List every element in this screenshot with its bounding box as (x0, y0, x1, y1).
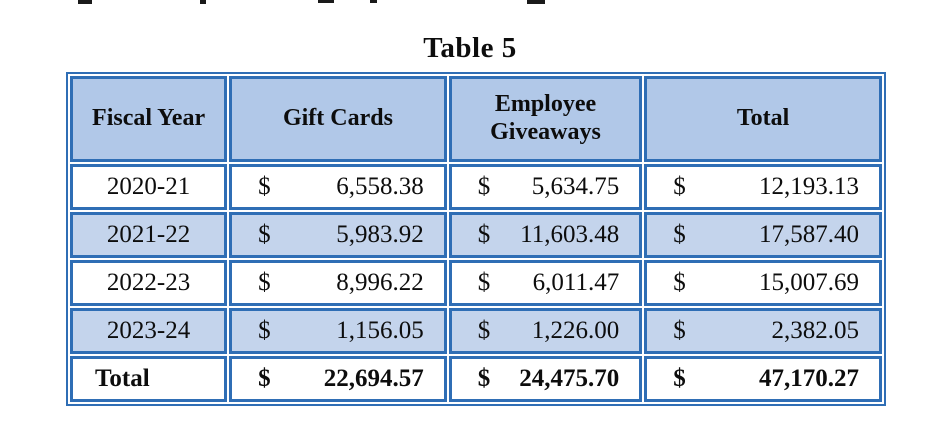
currency-symbol: $ (673, 269, 686, 296)
data-table (66, 72, 886, 406)
col-header-fiscal-year: Fiscal Year (70, 76, 227, 162)
cropped-text-artifact (318, 0, 334, 3)
amount: 24,475.70 (519, 365, 620, 392)
cropped-text-artifact (78, 0, 92, 4)
total-cell (644, 260, 882, 306)
amount: 1,226.00 (531, 317, 620, 344)
currency-symbol: $ (477, 173, 491, 200)
total-cell (644, 212, 882, 258)
table-row (70, 164, 882, 210)
employee-giveaways-cell (449, 308, 642, 354)
fiscal-year-cell: 2020-21 (70, 164, 227, 210)
amount: 2,382.05 (771, 317, 859, 344)
currency-symbol: $ (258, 173, 271, 200)
col-header-employee-giveaways: Employee Giveaways (449, 76, 642, 162)
grand-total-cell (644, 356, 882, 402)
gift-cards-total-cell (229, 356, 447, 402)
gift-cards-cell (229, 260, 447, 306)
header-row (70, 76, 882, 162)
gift-cards-cell (229, 212, 447, 258)
amount: 22,694.57 (323, 365, 424, 392)
employee-giveaways-cell (449, 212, 642, 258)
cropped-text-artifact (200, 0, 206, 4)
amount: 5,634.75 (531, 173, 620, 200)
totals-row-label: Total (70, 356, 227, 402)
totals-row (70, 356, 882, 402)
table-container (66, 72, 886, 406)
currency-symbol: $ (258, 221, 271, 248)
currency-symbol: $ (477, 269, 491, 296)
fiscal-year-cell: 2021-22 (70, 212, 227, 258)
currency-symbol: $ (258, 269, 271, 296)
cropped-text-artifact (527, 0, 545, 4)
amount: 11,603.48 (520, 221, 620, 248)
amount: 17,587.40 (759, 221, 859, 248)
employee-giveaways-cell (449, 260, 642, 306)
currency-symbol: $ (477, 365, 491, 392)
amount: 6,558.38 (336, 173, 424, 200)
currency-symbol: $ (673, 365, 686, 392)
amount: 15,007.69 (759, 269, 859, 296)
amount: 47,170.27 (759, 365, 859, 392)
currency-symbol: $ (258, 365, 271, 392)
total-cell (644, 164, 882, 210)
fiscal-year-cell: 2023-24 (70, 308, 227, 354)
table-title: Table 5 (423, 32, 517, 64)
currency-symbol: $ (673, 317, 686, 344)
col-header-gift-cards: Gift Cards (229, 76, 447, 162)
currency-symbol: $ (673, 221, 686, 248)
amount: 1,156.05 (336, 317, 424, 344)
fiscal-year-cell: 2022-23 (70, 260, 227, 306)
table-row (70, 260, 882, 306)
employee-giveaways-cell (449, 164, 642, 210)
employee-giveaways-total-cell (449, 356, 642, 402)
table-row (70, 212, 882, 258)
amount: 8,996.22 (336, 269, 424, 296)
table-row (70, 308, 882, 354)
total-cell (644, 308, 882, 354)
currency-symbol: $ (477, 221, 491, 248)
currency-symbol: $ (477, 317, 491, 344)
currency-symbol: $ (258, 317, 271, 344)
col-header-total: Total (644, 76, 882, 162)
gift-cards-cell (229, 308, 447, 354)
amount: 6,011.47 (532, 269, 620, 296)
amount: 12,193.13 (759, 173, 859, 200)
amount: 5,983.92 (336, 221, 424, 248)
currency-symbol: $ (673, 173, 686, 200)
cropped-text-artifact (370, 0, 377, 3)
gift-cards-cell (229, 164, 447, 210)
